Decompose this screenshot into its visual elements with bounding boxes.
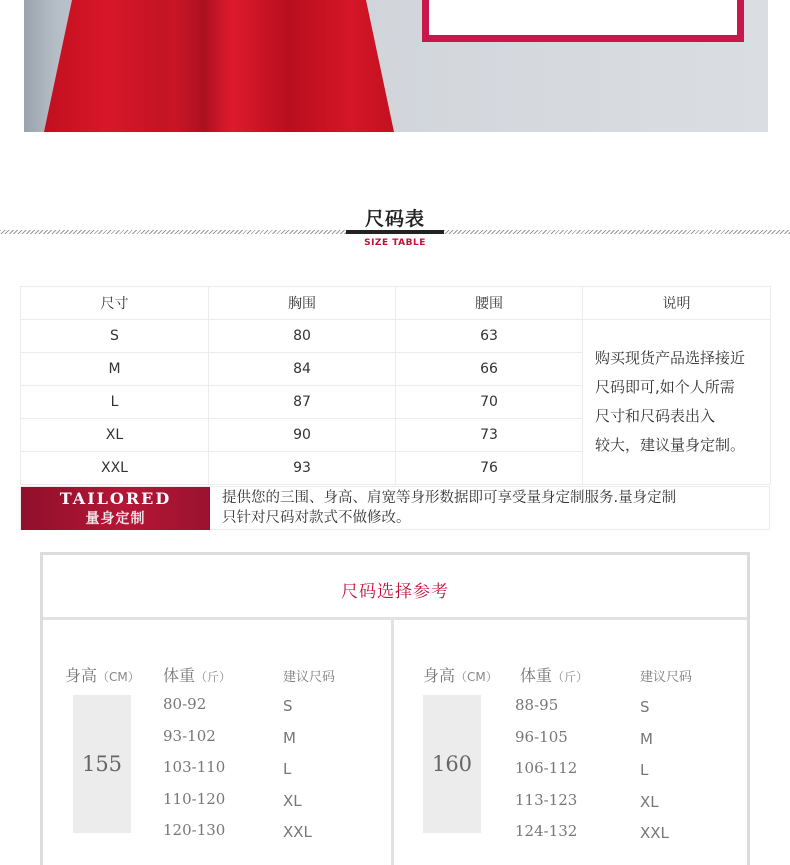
- heading-rule-right: [444, 230, 790, 234]
- weight-range: 93-102: [163, 727, 216, 745]
- weight-range: 124-132: [515, 822, 578, 840]
- suggest-header: 建议尺码: [283, 670, 336, 685]
- tailored-line: 提供您的三围、身高、肩宽等身形数据即可享受量身定制服务.量身定制: [222, 490, 677, 506]
- heading-underline: [346, 230, 444, 234]
- size-reference-panel: [40, 552, 750, 865]
- heading-title-en: SIZE TABLE: [364, 238, 426, 248]
- tailored-badge: [21, 487, 210, 530]
- weight-header: 体重（斤）: [520, 666, 589, 685]
- size-table: [20, 286, 771, 485]
- weight-range: 106-112: [515, 759, 578, 777]
- photo-frame-card: [422, 0, 744, 42]
- reference-divider: [43, 617, 747, 620]
- cell-size: L: [21, 386, 209, 419]
- cell-waist: 70: [396, 386, 583, 419]
- cell-size: XL: [21, 419, 209, 452]
- suggested-size: XXL: [640, 824, 669, 842]
- product-photo: [24, 0, 768, 132]
- reference-block-160: [423, 663, 763, 853]
- weight-range: 80-92: [163, 695, 207, 713]
- height-value: 160: [423, 695, 481, 833]
- height-value: 155: [73, 695, 131, 833]
- suggested-size: S: [283, 697, 293, 715]
- size-note-line: 尺码即可,如个人所需: [595, 378, 735, 396]
- weight-header: 体重（斤）: [163, 666, 232, 685]
- cell-bust: 80: [209, 320, 396, 353]
- reference-block-155: [65, 663, 405, 853]
- reference-title: 尺码选择参考: [341, 582, 449, 602]
- heading-rule-left: [0, 230, 346, 234]
- weight-range: 120-130: [163, 821, 226, 839]
- heading-title-cn: 尺码表: [364, 208, 425, 230]
- tailored-description: [222, 488, 762, 528]
- cell-bust: 87: [209, 386, 396, 419]
- size-note-line: 尺寸和尺码表出入: [595, 407, 716, 425]
- cell-size: XXL: [21, 452, 209, 485]
- weight-range: 88-95: [515, 696, 559, 714]
- size-table-header-row: [21, 287, 771, 320]
- suggested-size: XXL: [283, 823, 312, 841]
- table-row: [21, 320, 771, 353]
- cell-size: M: [21, 353, 209, 386]
- cell-bust: 93: [209, 452, 396, 485]
- suggested-size: XL: [640, 793, 659, 811]
- tailored-line: 只针对尺码对款式不做修改。: [222, 510, 411, 526]
- suggested-size: M: [640, 730, 653, 748]
- size-note-line: 较大，建议量身定制。: [595, 436, 746, 454]
- header-size: 尺寸: [21, 287, 209, 320]
- dress-fold-shade: [174, 0, 234, 132]
- suggested-size: L: [283, 760, 292, 778]
- size-note-line: 购买现货产品选择接近: [595, 349, 746, 367]
- cell-bust: 90: [209, 419, 396, 452]
- suggested-size: L: [640, 761, 649, 779]
- suggested-size: S: [640, 698, 650, 716]
- cell-size: S: [21, 320, 209, 353]
- size-table-heading: [0, 200, 790, 260]
- tailored-service-row: [20, 486, 770, 530]
- header-waist: 腰围: [396, 287, 583, 320]
- cell-waist: 66: [396, 353, 583, 386]
- weight-range: 96-105: [515, 728, 568, 746]
- suggest-header: 建议尺码: [640, 670, 693, 685]
- height-header: 身高（CM）: [423, 666, 498, 685]
- cell-waist: 63: [396, 320, 583, 353]
- weight-range: 103-110: [163, 758, 226, 776]
- cell-waist: 73: [396, 419, 583, 452]
- suggested-size: XL: [283, 792, 302, 810]
- tailored-badge-cn: 量身定制: [85, 511, 146, 527]
- suggested-size: M: [283, 729, 296, 747]
- cell-waist: 76: [396, 452, 583, 485]
- height-header: 身高（CM）: [65, 666, 140, 685]
- tailored-badge-en: TAILORED: [59, 489, 172, 508]
- size-note: [583, 320, 771, 485]
- header-bust: 胸围: [209, 287, 396, 320]
- header-note: 说明: [583, 287, 771, 320]
- weight-range: 110-120: [163, 790, 226, 808]
- cell-bust: 84: [209, 353, 396, 386]
- weight-range: 113-123: [515, 791, 578, 809]
